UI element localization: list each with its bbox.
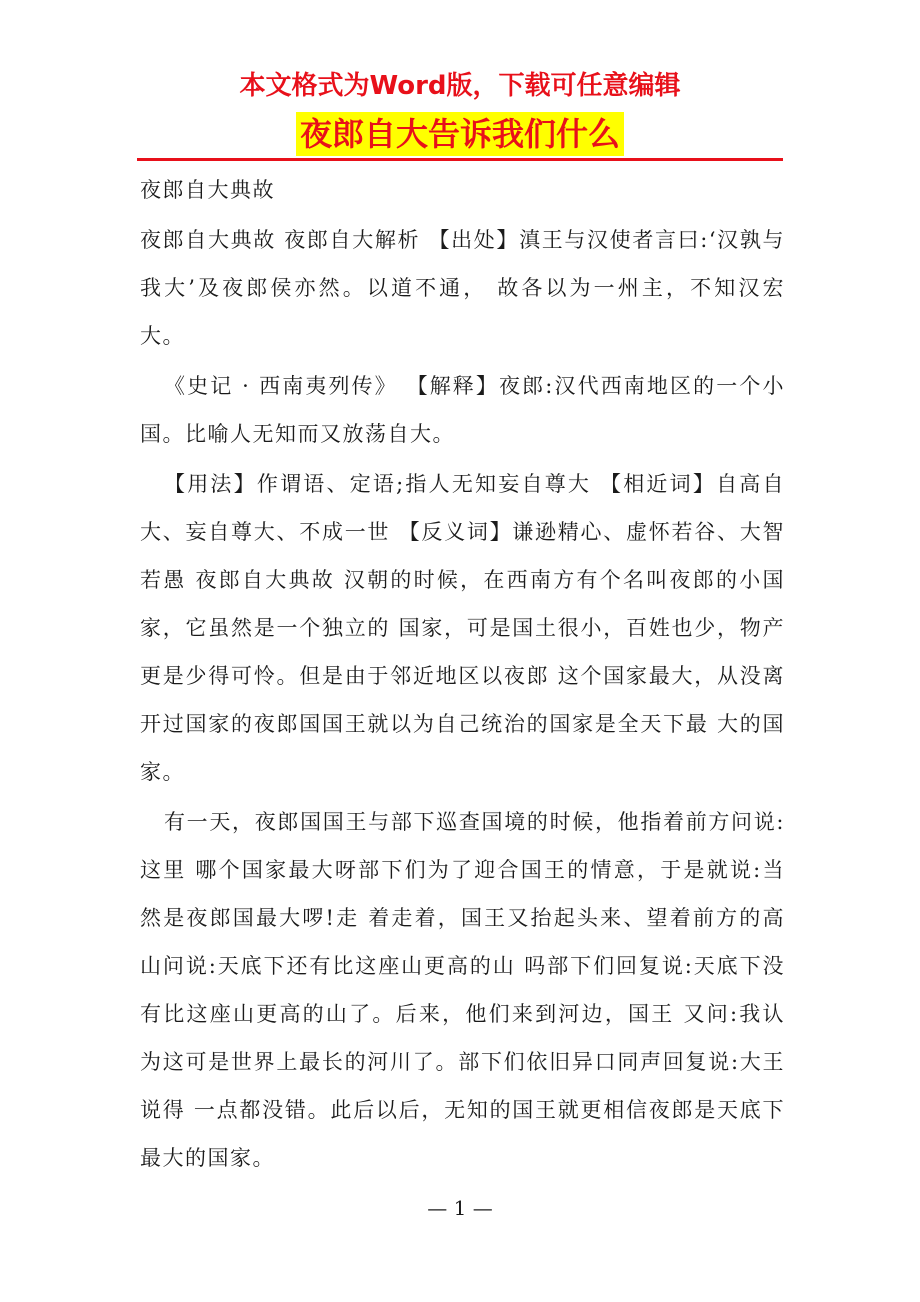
title-container: [0, 112, 920, 156]
paragraph: 夜郎自大典故 夜郎自大解析 【出处】滇王与汉使者言曰:‘汉孰与我大’及夜郎侯亦然。以道不通， 故各以为一州主，不知汉宏大。: [140, 228, 785, 348]
page-number: — 1 —: [427, 1196, 493, 1220]
document-body: [140, 166, 785, 1184]
download-banner: 本文格式为Word版，下载可任意编辑: [239, 71, 681, 101]
paragraph-heading: 夜郎自大典故: [140, 178, 275, 202]
paragraph: 【用法】作谓语、定语;指人无知妄自尊大 【相近词】自高自大、妄自尊大、不成一世 【反义词】谦逊精心、虚怀若谷、大智若愚 夜郎自大典故 汉朝的时候，在西南方有个名叫夜郎的小国家，它虽然是一个独立的 国家，可是国土很小，百姓也少，物产更是少得可怜。但是由于邻近地区以夜郎 这个国家最大，从没离开过国家的夜郎国国王就以为自己统治的国家是全天下最 大的国家。: [140, 472, 785, 784]
paragraph: 《史记 · 西南夷列传》 【解释】夜郎:汉代西南地区的一个小国。比喻人无知而又放荡自大。: [140, 374, 785, 446]
paragraph: 有一天，夜郎国国王与部下巡查国境的时候，他指着前方问说:这里 哪个国家最大呀部下们为了迎合国王的情意，于是就说:当然是夜郎国最大啰!走 着走着，国王又抬起头来、望着前方的高山问说:天底下还有比这座山更高的山 吗部下们回复说:天底下没有比这座山更高的山了。后来，他们来到河边，国王 又问:我认为这可是世界上最长的河川了。部下们依旧异口同声回复说:大王说得 一点都没错。此后以后，无知的国王就更相信夜郎是天底下最大的国家。: [140, 810, 785, 1170]
document-title: 夜郎自大告诉我们什么: [296, 112, 624, 156]
title-divider: [137, 158, 783, 161]
